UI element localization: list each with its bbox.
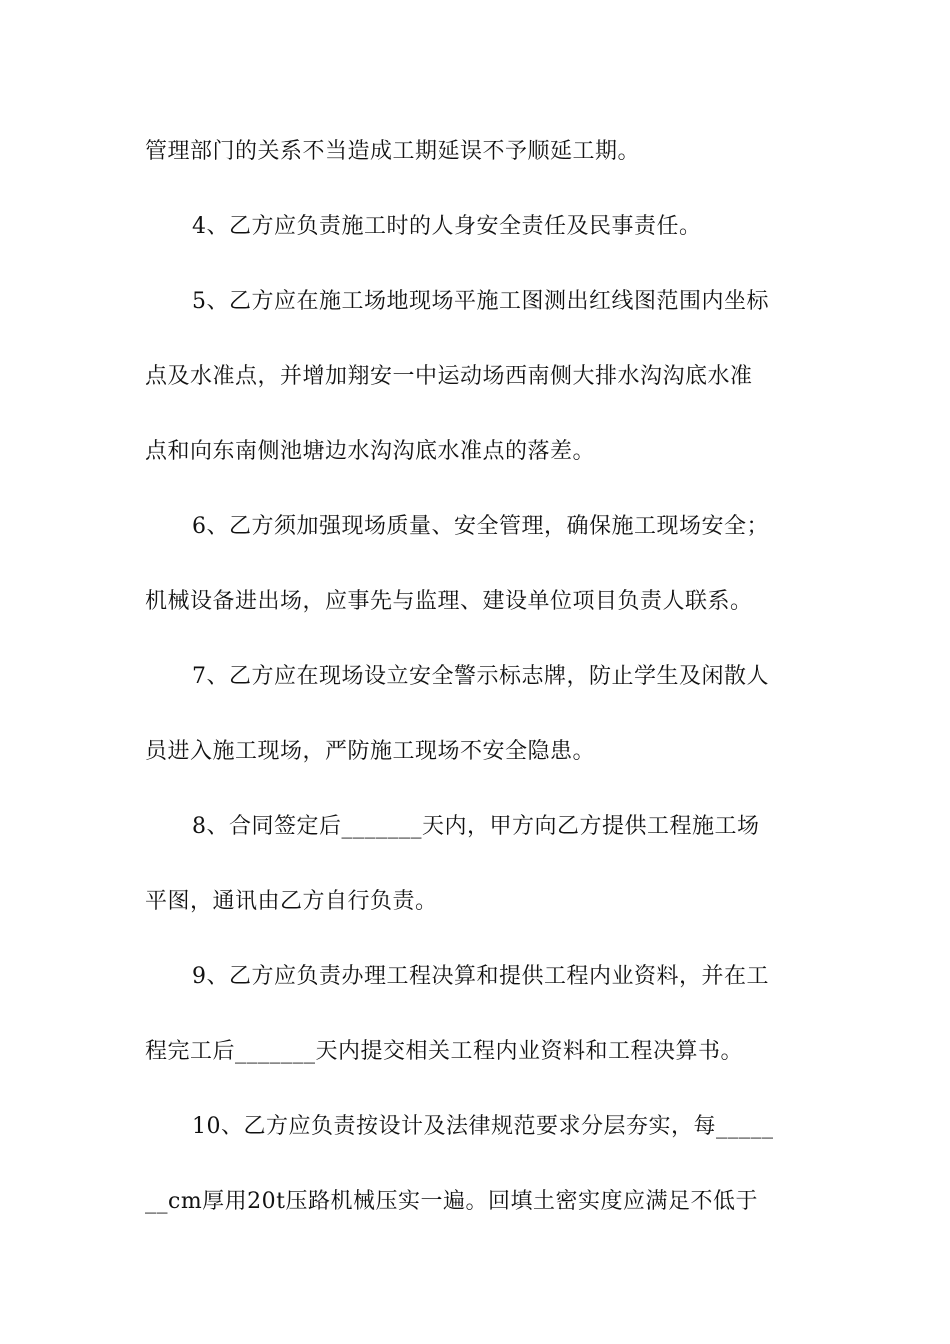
text-line-15: __cm厚用20t压路机械压实一遍。回填土密实度应满足不低于: [145, 1189, 759, 1214]
text-line-8: 7、乙方应在现场设立安全警示标志牌，防止学生及闲散人: [192, 664, 769, 689]
text-line-12: 9、乙方应负责办理工程决算和提供工程内业资料，并在工: [192, 964, 769, 989]
text-line-1: 管理部门的关系不当造成工期延误不予顺延工期。: [145, 139, 641, 164]
text-line-10: 8、合同签定后_______天内，甲方向乙方提供工程施工场: [192, 814, 760, 839]
text-line-2: 4、乙方应负责施工时的人身安全责任及民事责任。: [192, 214, 702, 239]
text-line-13: 程完工后_______天内提交相关工程内业资料和工程决算书。: [145, 1039, 744, 1064]
text-line-3: 5、乙方应在施工场地现场平施工图测出红线图范围内坐标: [192, 289, 769, 314]
text-line-9: 员进入施工现场，严防施工现场不安全隐患。: [145, 739, 596, 764]
text-line-4: 点及水准点，并增加翔安一中运动场西南侧大排水沟沟底水准: [145, 364, 753, 389]
text-line-5: 点和向东南侧池塘边水沟沟底水准点的落差。: [145, 439, 596, 464]
text-line-6: 6、乙方须加强现场质量、安全管理，确保施工现场安全；: [192, 514, 769, 539]
text-line-7: 机械设备进出场，应事先与监理、建设单位项目负责人联系。: [145, 589, 753, 614]
text-line-14: 10、乙方应负责按设计及法律规范要求分层夯实，每_____: [192, 1114, 774, 1139]
text-line-11: 平图，通讯由乙方自行负责。: [145, 889, 438, 914]
